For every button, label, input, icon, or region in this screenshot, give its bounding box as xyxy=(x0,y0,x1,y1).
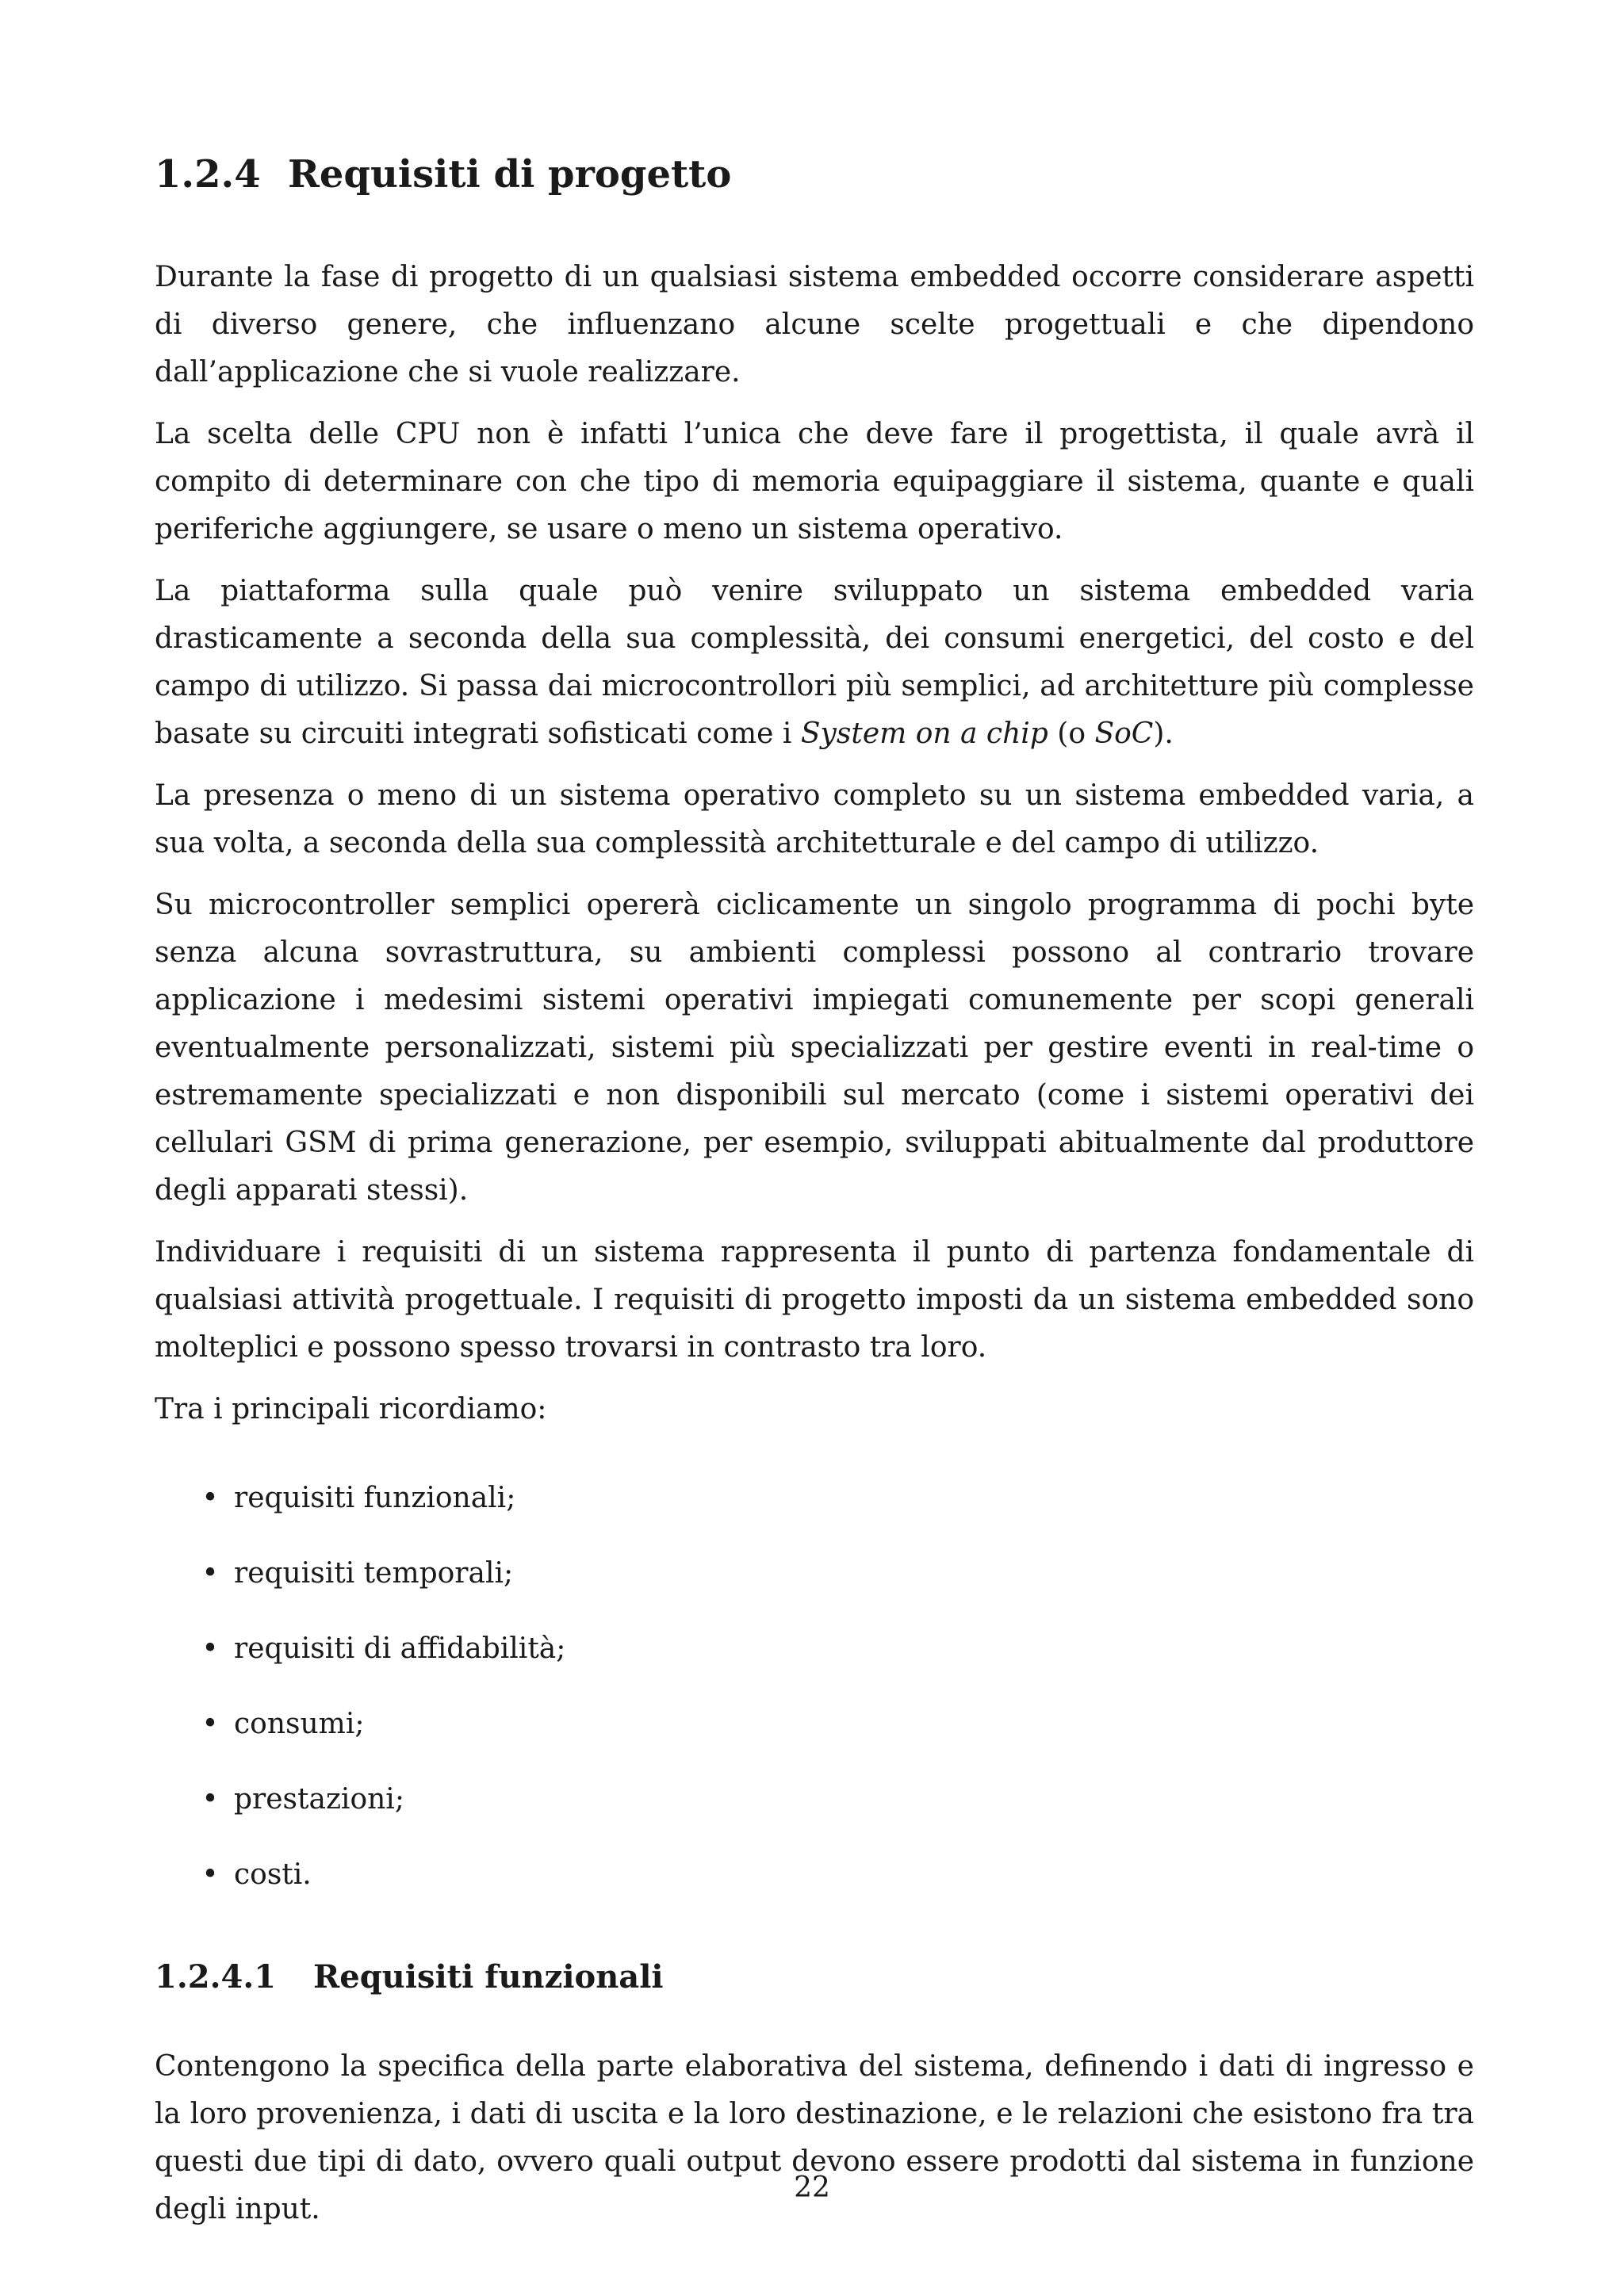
paragraph-intro: Durante la fase di progetto di un qualsiasi sistema embedded occorre considerare aspetti di diverso genere, che influenzano alcune scelte progettuali e che dipendono dall’applicazione che si vuole realizzare. xyxy=(155,261,1474,388)
paragraph-cpu-choice: La scelta delle CPU non è infatti l’unica che deve fare il progettista, il quale avrà il compito di determinare con che tipo di memoria equipaggiare il sistema, quante e quali periferiche aggiungere, se usare o meno un sistema operativo. xyxy=(155,418,1474,545)
section-number: 1.2.4 xyxy=(155,152,261,197)
subsection-number: 1.2.4.1 xyxy=(155,1958,277,1996)
list-item: • requisiti temporali; xyxy=(155,1550,1474,1598)
platform-term-soc: System on a chip xyxy=(800,718,1048,750)
paragraph-os-presence: La presenza o meno di un sistema operativo completo su un sistema embedded varia, a sua volta, a seconda della sua complessità architetturale e del campo di utilizzo. xyxy=(155,779,1474,859)
platform-text-after: ). xyxy=(1153,718,1174,750)
platform-abbr-soc: SoC xyxy=(1094,718,1154,750)
section-title: Requisiti di progetto xyxy=(288,152,732,197)
paragraph-microcontroller: Su microcontroller semplici opererà ciclicamente un singolo programma di pochi byte senza alcuna sovrastruttura, su ambienti complessi possono al contrario trovare applicazione i medesimi sistemi operativi impiegati comunemente per scopi generali eventualmente personalizzati, sistemi più specializzati per gestire eventi in real-time o estremamente specializzati e non disponibili sul mercato (come i sistemi operativi dei cellulari GSM di prima generazione, per esempio, sviluppati abitualmente dal produttore degli apparati stessi). xyxy=(155,889,1474,1207)
bullet-icon: • xyxy=(201,1783,219,1816)
bullet-icon: • xyxy=(201,1632,219,1665)
paragraph-platform xyxy=(155,568,1474,758)
platform-text-before: La piattaforma sulla quale può venire sviluppato un sistema embedded varia drasticamente a seconda della sua complessità, dei consumi energetici, del costo e del campo di utilizzo. Si passa dai microcontrollori più semplici, ad architetture più complesse basate su circuiti integrati sofisticati come i xyxy=(155,575,1474,750)
list-item: • requisiti funzionali; xyxy=(155,1475,1474,1522)
subsection-heading xyxy=(155,1951,1474,2003)
page-number: 22 xyxy=(794,2172,830,2204)
paragraph-list-intro: Tra i principali ricordiamo: xyxy=(155,1393,547,1425)
bullet-icon: • xyxy=(201,1482,219,1514)
bullet-icon: • xyxy=(201,1708,219,1740)
section-heading xyxy=(155,143,1474,206)
list-item: • requisiti di affidabilità; xyxy=(155,1625,1474,1673)
paragraph-requirements: Individuare i requisiti di un sistema rappresenta il punto di partenza fondamentale di qualsiasi attività progettuale. I requisiti di progetto imposti da un sistema embedded sono molteplici e possono spesso trovarsi in contrasto tra loro. xyxy=(155,1236,1474,1364)
list-item: • prestazioni; xyxy=(155,1776,1474,1823)
paragraph-functional-requirements: Contengono la specifica della parte elaborativa del sistema, definendo i dati di ingresso e la loro provenienza, i dati di uscita e la loro destinazione, e le relazioni che esistono fra tra questi due tipi di dato, ovvero quali output devono essere prodotti dal sistema in funzione degli input. xyxy=(155,2050,1474,2225)
platform-text-middle: (o xyxy=(1048,718,1095,750)
bullet-icon: • xyxy=(201,1557,219,1590)
bullet-icon: • xyxy=(201,1858,219,1891)
list-item: • costi. xyxy=(155,1851,1474,1899)
page-content xyxy=(155,143,1474,2248)
subsection-title: Requisiti funzionali xyxy=(313,1958,664,1996)
requirements-list xyxy=(155,1475,1474,1899)
list-item: • consumi; xyxy=(155,1701,1474,1748)
